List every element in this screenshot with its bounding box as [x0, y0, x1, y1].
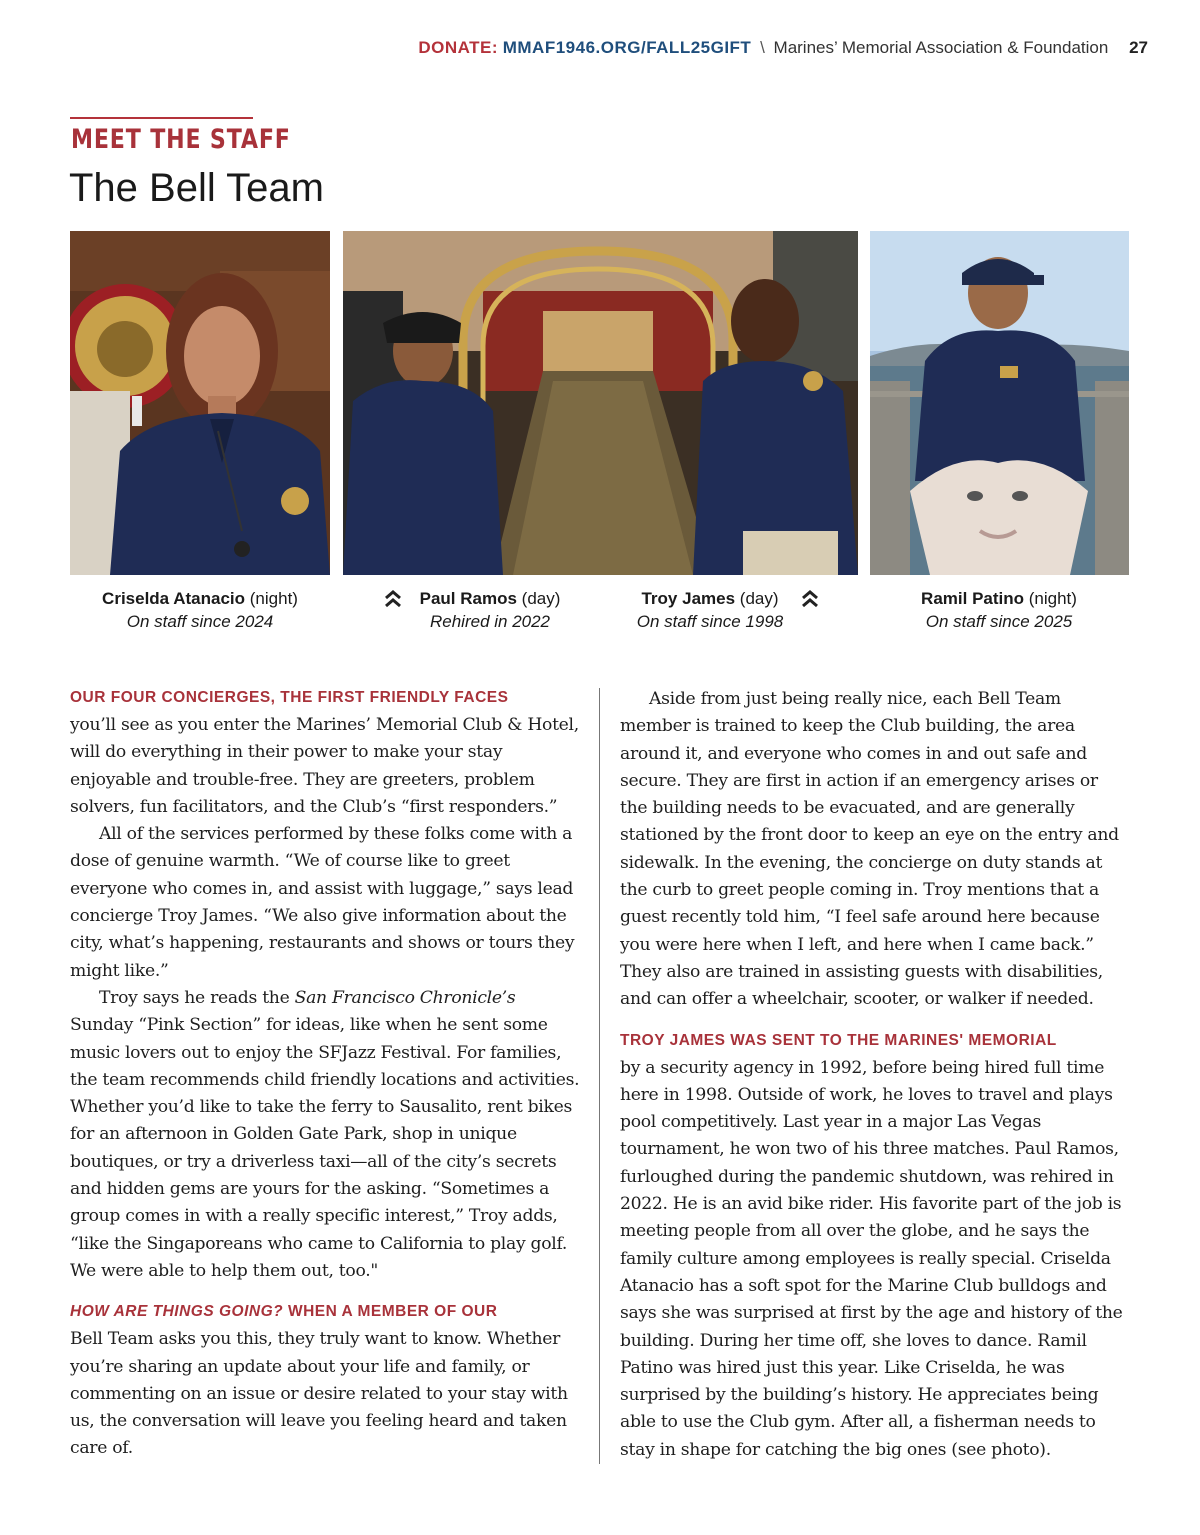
section-kicker: MEET THE STAFF	[71, 124, 291, 155]
lead-in-heading: TROY JAMES WAS SENT TO THE MARINES' MEMORIAL	[620, 1031, 1057, 1049]
organization-name: Marines’ Memorial Association & Foundation	[773, 38, 1109, 57]
paragraph: Aside from just being really nice, each Bell Team member is trained to keep the Club building, the area around it, and everyone who comes in and out safe and secure. They are first in action if an emergency arises or the building needs to be evacuated, and are generally stationed by the front door to keep an eye on the entry and sidewalk. In the evening, the concierge on duty stands at the curb to greet people coming in. Troy mentions that a guest recently told him, “I feel safe around here because you were here when I left, and here when I came back.” They also are trained in assisting guests with disabilities, and can offer a wheelchair, scooter, or walker if needed.	[620, 689, 1119, 1010]
paragraph: you’ll see as you enter the Marines’ Memorial Club & Hotel, will do everything in their power to make your stay enjoyable and trouble-free. They are greeters, problem solvers, fun facilitators, and the Club’s “first responders.”	[70, 715, 579, 817]
paragraph: Troy says he reads the San Francisco Chronicle’s Sunday “Pink Section” for ideas, like when he sent some music lovers out to enjoy the SFJazz Festival. For families, the team recommends child friendly locations and activities. Whether you’d like to take the ferry to Sausalito, rent bikes for an afternoon in Golden Gate Park, shop in unique boutiques, or try a driverless taxi—all of the city’s secrets and hidden gems are yours for the asking. “Sometimes a group comes in with a really specific interest,” Troy adds, “like the Singaporeans who came to California to play golf. We were able to help them out, too."	[70, 987, 580, 1281]
staff-shift: (night)	[1028, 589, 1077, 608]
donate-link[interactable]: MMAF1946.ORG/FALL25GIFT	[502, 38, 752, 57]
column-divider	[599, 688, 600, 1464]
staff-shift: (day)	[739, 589, 779, 608]
photo-paul-ramos-troy-james	[343, 231, 858, 575]
paragraph: All of the services performed by these folks come with a dose of genuine warmth. “We of course like to greet everyone who comes in, and assist with luggage,” says lead concierge Troy James. “We also give information about the city, what’s happening, restaurants and shows or tours they might like.”	[70, 824, 575, 981]
lead-in-heading: HOW ARE THINGS GOING? WHEN A MEMBER OF OUR	[70, 1303, 498, 1321]
staff-tenure: On staff since 1998	[636, 612, 784, 631]
article-column-right	[620, 686, 1130, 1464]
lead-in-heading: OUR FOUR CONCIERGES, THE FIRST FRIENDLY FACES	[70, 689, 509, 706]
photo-ramil-patino	[870, 231, 1129, 575]
running-header	[418, 38, 1148, 62]
paragraph: by a security agency in 1992, before being hired full time here in 1998. Outside of work, he loves to travel and plays pool competitively. Last year in a major Las Vegas tournament, he won two of his three matches. Paul Ramos, furloughed during the pandemic shutdown, was rehired in 2022. He is an avid bike rider. His favorite part of the job is meeting people from all over the globe, and he says the family culture among employees is really special. Criselda Atanacio has a soft spot for the Marine Club bulldogs and says she was surprised at first by the age and history of the building. During her time off, she loves to dance. Ramil Patino was hired just this year. Like Criselda, he was surprised by the building’s history. He appreciates being able to use the Club gym. After all, a fisherman needs to stay in shape for catching the big ones (see photo).	[620, 1057, 1123, 1460]
staff-shift: (night)	[249, 589, 298, 608]
staff-name: Ramil Patino	[921, 589, 1025, 608]
staff-name: Troy James	[641, 589, 736, 608]
staff-tenure: On staff since 2025	[925, 612, 1073, 631]
donate-label: DONATE:	[418, 38, 498, 57]
article-column-left	[70, 686, 580, 1463]
staff-tenure: Rehired in 2022	[429, 612, 551, 631]
staff-name: Paul Ramos	[419, 589, 517, 608]
chevron-up-icon	[801, 589, 819, 609]
staff-shift: (day)	[521, 589, 561, 608]
publication-name: San Francisco Chronicle’s	[294, 987, 516, 1008]
staff-name: Criselda Atanacio	[102, 589, 246, 608]
photo-criselda-atanacio	[70, 231, 330, 575]
caption-criselda	[70, 587, 330, 633]
page-number: 27	[1129, 38, 1148, 57]
caption-ramil	[869, 587, 1129, 633]
header-separator: \	[760, 38, 765, 57]
page-title: The Bell Team	[69, 166, 324, 210]
paragraph: Bell Team asks you this, they truly want to know. Whether you’re sharing an update about your life and family, or commenting on an issue or desire related to your stay with us, the conversation will leave you feeling heard and taken care of.	[70, 1329, 568, 1459]
kicker-rule	[70, 117, 253, 119]
staff-tenure: On staff since 2024	[126, 612, 274, 631]
